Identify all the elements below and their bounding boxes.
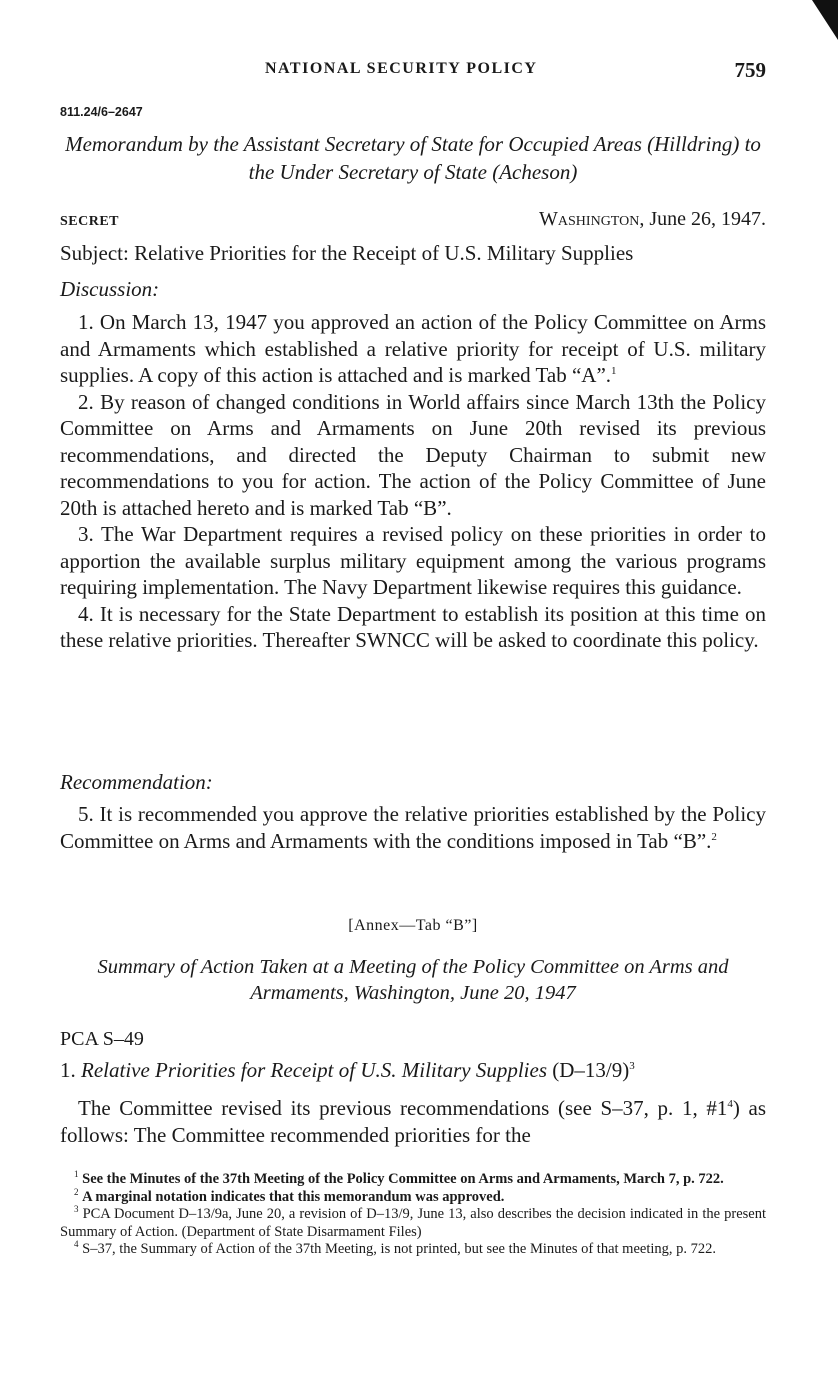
annex-title: Summary of Action Taken at a Meeting of the Policy Committee on Arms and Armaments, Washington, June 20, 1947 — [97, 956, 729, 1004]
classification-marking: SECRET — [60, 214, 120, 229]
footnote-1 — [60, 1171, 766, 1189]
paragraph-text: 1. On March 13, 1947 you approved an action of the Policy Committee on Arms and Armaments which established a relative priority for receipt of U.S. military supplies. A copy of this action is attached and is marked Tab “A”. — [60, 310, 766, 387]
page-corner-mark — [812, 0, 838, 40]
footnote-ref: 4 — [727, 1098, 733, 1110]
item-code: (D–13/9) — [552, 1058, 630, 1082]
committee-text-after: ) as follows: The Committee recommended priorities for the — [60, 1096, 767, 1147]
discussion-heading: Discussion: — [60, 277, 160, 301]
footnote-number: 4 — [74, 1239, 79, 1250]
footnote-ref: 1 — [611, 365, 617, 377]
discussion-paragraph-3: 3. The War Department requires a revised policy on these priorities in order to apportion the available surplus military equipment among the various programs requiring implementation. The Navy Department likewise requires this guidance. — [60, 522, 766, 599]
footnote-2 — [60, 1186, 766, 1207]
annex-label: [Annex—Tab “B”] — [348, 917, 478, 934]
memo-title: Memorandum by the Assistant Secretary of State for Occupied Areas (Hilldring) to the Under Secretary of State (Acheson) — [65, 132, 761, 184]
recommendation-paragraph-block — [60, 801, 766, 854]
footnote-text: See the Minutes of the 37th Meeting of the Policy Committee on Arms and Armaments, March 7, p. 722. — [82, 1171, 724, 1187]
footnote-ref: 3 — [629, 1060, 635, 1072]
committee-text-before: The Committee revised its previous recommendations (see S–37, p. 1, #1 — [78, 1096, 728, 1120]
footnote-text: S–37, the Summary of Action of the 37th Meeting, is not printed, but see the Minutes of that meeting, p. 722. — [82, 1241, 717, 1257]
footnote-ref: 2 — [711, 830, 717, 843]
discussion-paragraph-1 — [60, 309, 766, 389]
discussion-paragraph-4: 4. It is necessary for the State Department to establish its position at this time on these relative priorities. Thereafter SWNCC will be asked to coordinate this policy. — [60, 601, 766, 652]
dateline-date: , June 26, 1947. — [639, 208, 766, 230]
footnote-number: 2 — [74, 1186, 79, 1197]
footnote-text: A marginal notation indicates that this memorandum was approved. — [82, 1188, 505, 1205]
running-head: NATIONAL SECURITY POLICY — [265, 60, 538, 77]
item-line — [60, 1057, 766, 1084]
footnote-text: PCA Document D–13/9a, June 20, a revision of D–13/9, June 13, also describes the decision indicated in the present Summary of Action. (Department of State Disarmament Files) — [60, 1206, 767, 1240]
footnote-3 — [60, 1206, 766, 1241]
discussion-paragraphs — [60, 309, 766, 654]
item-number: 1. — [60, 1058, 76, 1082]
footnote-4 — [60, 1241, 766, 1259]
file-reference: 811.24/6–2647 — [60, 105, 143, 119]
footnote-number: 1 — [74, 1169, 79, 1180]
page-number: 759 — [734, 58, 766, 82]
dateline — [539, 208, 766, 231]
subject-line: Subject: Relative Priorities for the Receipt of U.S. Military Supplies — [60, 241, 634, 265]
recommendation-paragraph — [60, 801, 766, 854]
footnotes — [60, 1171, 766, 1259]
committee-paragraph — [60, 1095, 766, 1148]
footnote-number: 3 — [74, 1204, 79, 1215]
dateline-place: Washington — [539, 208, 640, 230]
item-title: Relative Priorities for Receipt of U.S. Military Supplies — [81, 1058, 547, 1082]
recommendation-heading: Recommendation: — [60, 770, 213, 794]
paragraph-text: 5. It is recommended you approve the relative priorities established by the Policy Committee on Arms and Armaments with the conditions imposed in Tab “B”. — [60, 802, 766, 853]
discussion-paragraph-2: 2. By reason of changed conditions in World affairs since March 13th the Policy Committee on Arms and Armaments on June 20th revised its previous recommendations, and directed the Deputy Chairman to submit new recommendations to you for action. The action of the Policy Committee of June 20th is attached hereto and is marked Tab “B”. — [60, 389, 766, 520]
pca-number: PCA S–49 — [60, 1028, 144, 1050]
committee-paragraph-block — [60, 1095, 766, 1148]
